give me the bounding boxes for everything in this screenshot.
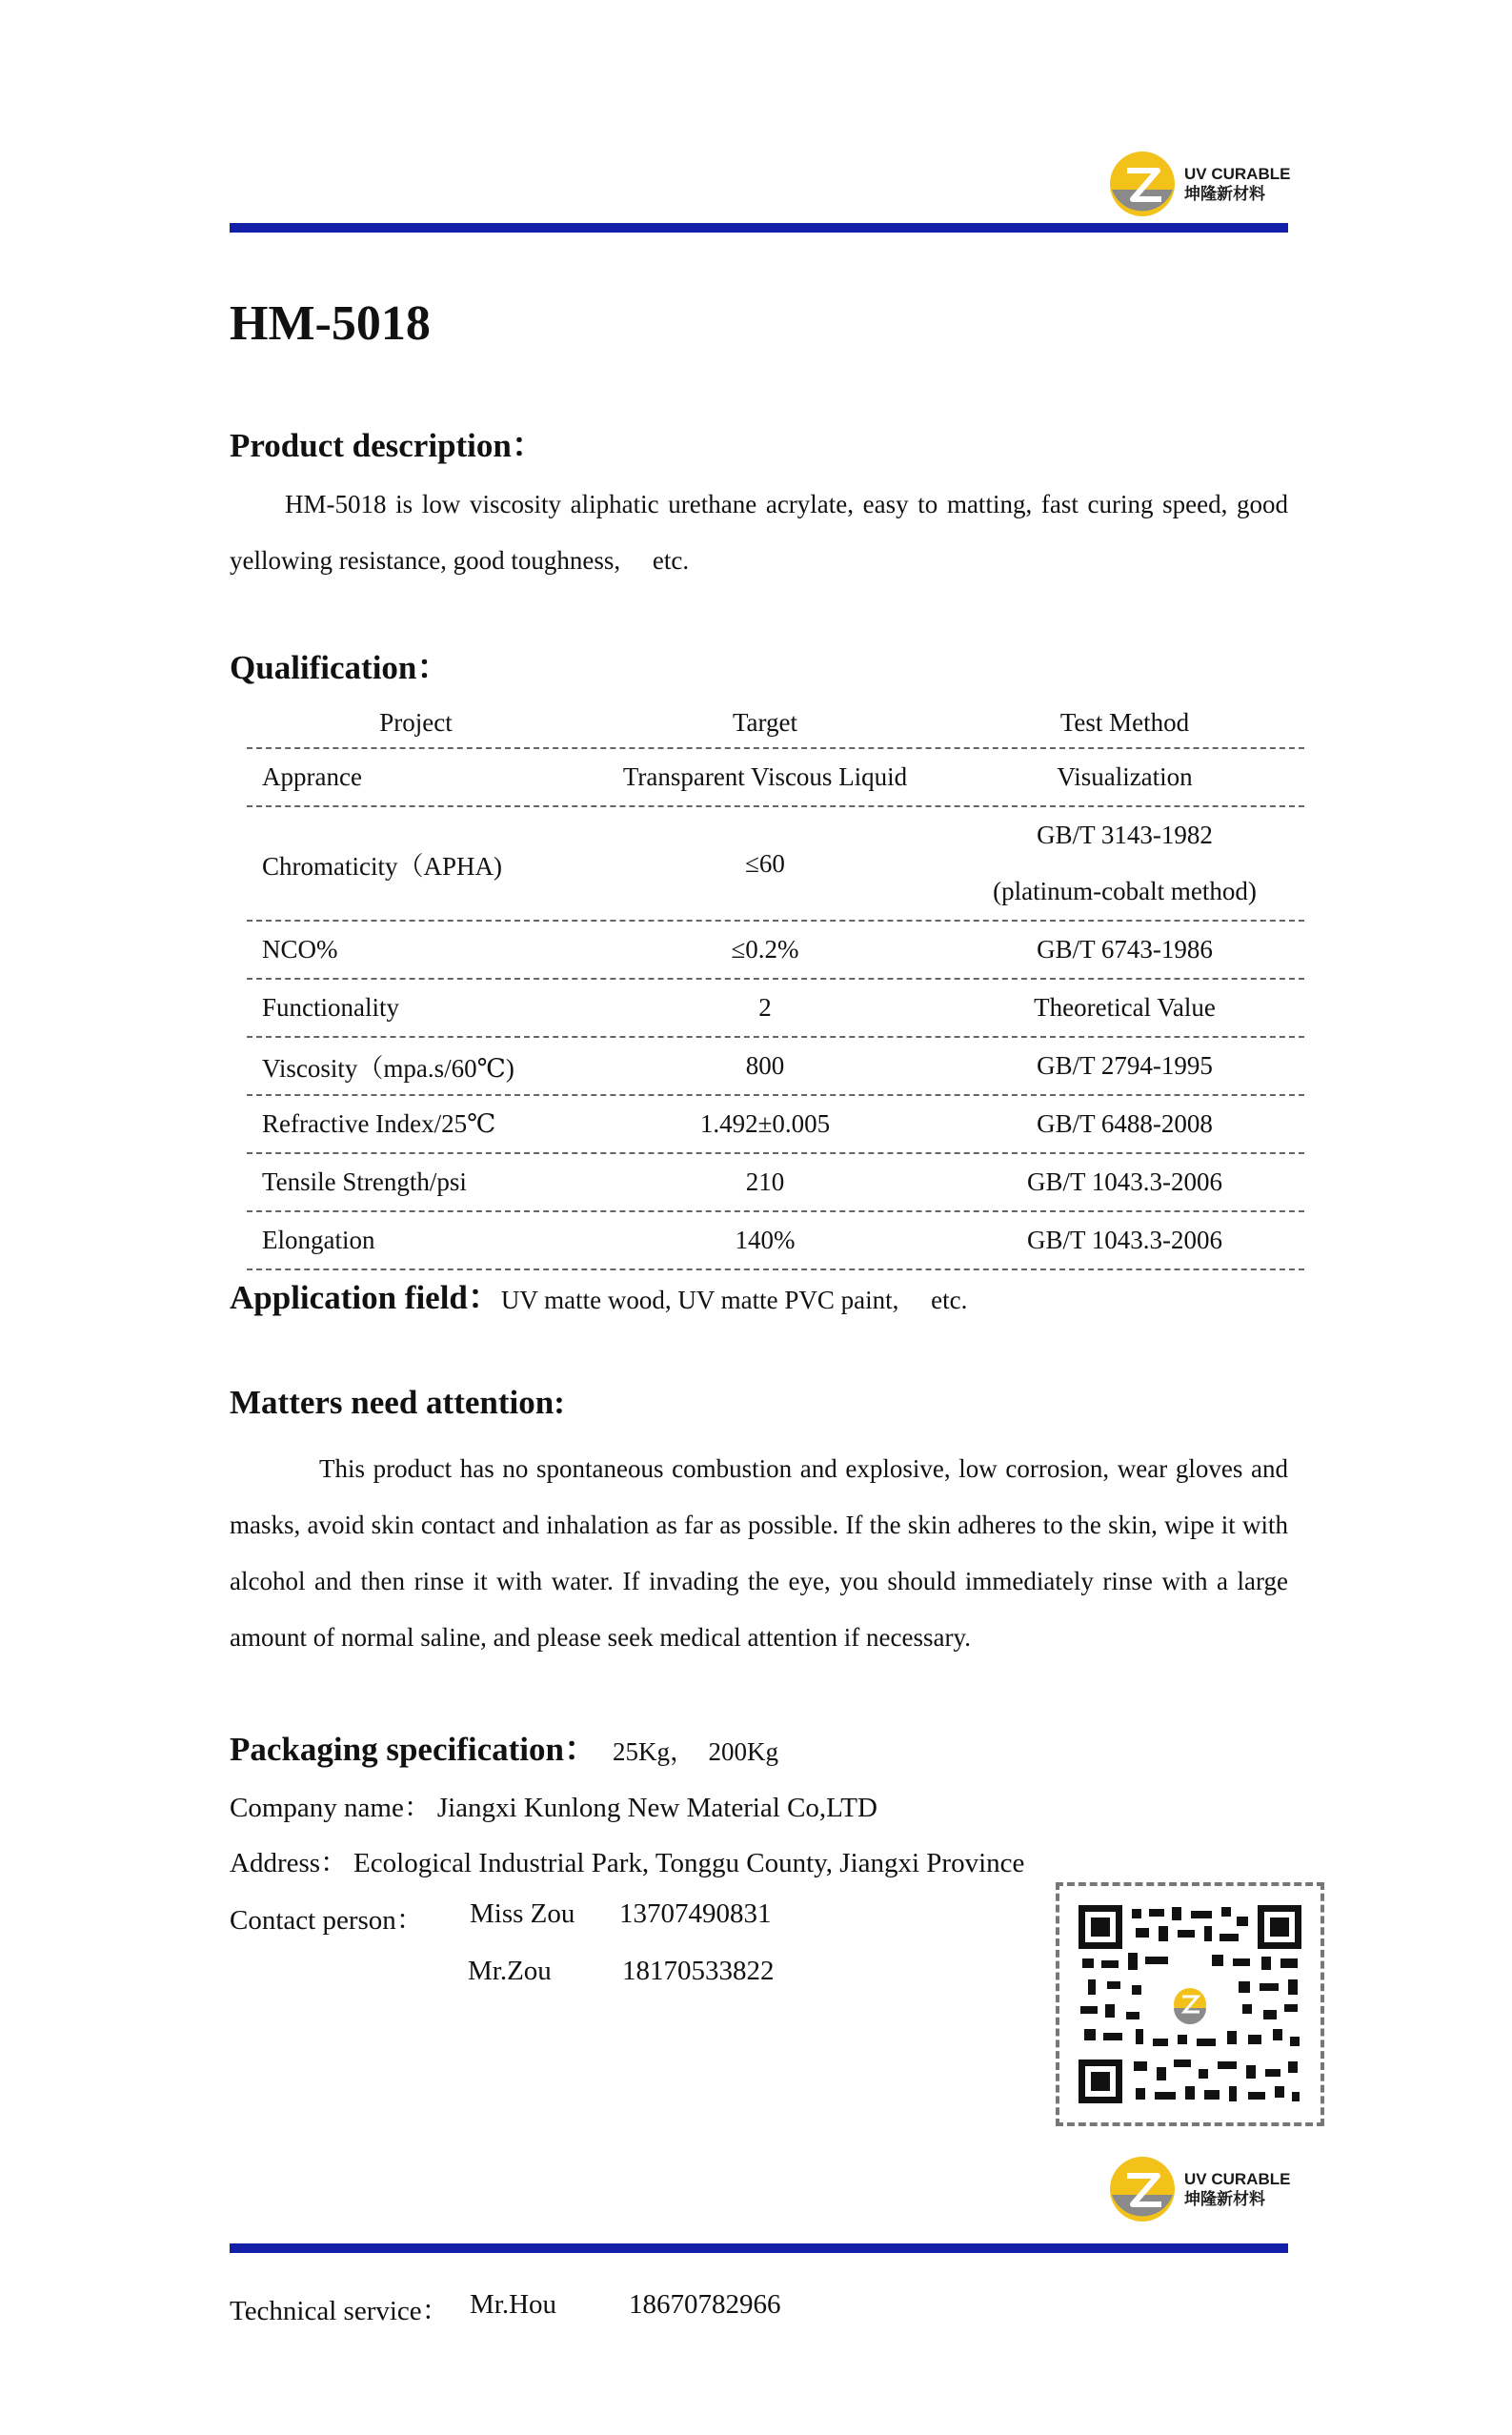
address-value: Ecological Industrial Park, Tonggu County, Jiangxi Province bbox=[353, 1848, 1025, 1878]
cell-project: Apprance bbox=[262, 762, 362, 791]
qr-code-box bbox=[1056, 1882, 1324, 2126]
brand-name-cn: 坤隆新材料 bbox=[1184, 2190, 1265, 2208]
cell-method-line2: (platinum-cobalt method) bbox=[993, 877, 1257, 905]
brand-logo-icon bbox=[1108, 2155, 1177, 2223]
footer-logo bbox=[1108, 2155, 1290, 2223]
description-text: HM-5018 is low viscosity aliphatic urethane acrylate, easy to matting, fast curing speed, good yellowing resistance, good toughness, etc. bbox=[230, 490, 1288, 575]
table-row bbox=[247, 1096, 1304, 1154]
column-header-method: Test Method bbox=[1059, 707, 1190, 737]
table-row bbox=[247, 922, 1304, 980]
cell-project: NCO% bbox=[262, 935, 338, 964]
cell-method-line1: GB/T 3143-1982 bbox=[1037, 821, 1213, 849]
table-row bbox=[247, 1154, 1304, 1212]
cell-project: Chromaticity（APHA) bbox=[262, 851, 502, 881]
packaging-value: 25Kg， 200Kg bbox=[612, 1737, 778, 1766]
brand-logo-icon bbox=[1108, 150, 1177, 218]
qualification-table bbox=[247, 698, 1304, 1270]
table-row bbox=[247, 749, 1304, 807]
qr-code-icon bbox=[1079, 1905, 1301, 2103]
cell-target: 1.492±0.005 bbox=[699, 1109, 831, 1138]
table-row bbox=[247, 980, 1304, 1038]
contact-phone-2: 18170533822 bbox=[622, 1956, 775, 1986]
company-value: Jiangxi Kunlong New Material Co,LTD bbox=[436, 1793, 877, 1823]
attention-heading: Matters need attention: bbox=[230, 1384, 565, 1421]
application-line bbox=[230, 1271, 967, 1319]
column-header-target: Target bbox=[732, 707, 798, 737]
technical-name: Mr.Hou bbox=[470, 2289, 557, 2320]
cell-method: GB/T 6743-1986 bbox=[1037, 935, 1213, 964]
table-row bbox=[247, 1212, 1304, 1270]
technical-phone: 18670782966 bbox=[629, 2289, 781, 2320]
table-header-row bbox=[247, 698, 1304, 749]
cell-project: Tensile Strength/psi bbox=[262, 1167, 467, 1196]
cell-project: Elongation bbox=[262, 1226, 375, 1254]
packaging-line bbox=[230, 1723, 778, 1771]
cell-target: 210 bbox=[745, 1167, 785, 1196]
column-header-project: Project bbox=[379, 707, 453, 737]
cell-target: Transparent Viscous Liquid bbox=[622, 762, 908, 791]
brand-name-en: UV CURABLE bbox=[1184, 2169, 1291, 2188]
table-row bbox=[247, 1038, 1304, 1096]
footer-rule bbox=[230, 2243, 1288, 2253]
application-heading: Application field： bbox=[230, 1279, 501, 1316]
company-line bbox=[230, 1786, 877, 1825]
cell-project: Viscosity（mpa.s/60℃) bbox=[262, 1054, 514, 1083]
cell-method: GB/T 6488-2008 bbox=[1037, 1109, 1213, 1138]
cell-method: GB/T 1043.3-2006 bbox=[1026, 1226, 1222, 1254]
address-label: Address： bbox=[230, 1848, 349, 1878]
technical-label: Technical service： bbox=[230, 2296, 450, 2326]
cell-method: GB/T 1043.3-2006 bbox=[1026, 1167, 1222, 1196]
attention-text: This product has no spontaneous combustion and explosive, low corrosion, wear gloves and masks, avoid skin contact and inhalation as far as possible. If the skin adheres to the skin, wipe it with alcohol and then rinse it with water. If invading the eye, you should immediately rinse with a large amount of normal saline, and please seek medical attention if necessary. bbox=[230, 1454, 1288, 1652]
cell-method: Theoretical Value bbox=[1034, 993, 1216, 1022]
cell-target: ≤60 bbox=[745, 848, 785, 878]
address-line bbox=[230, 1841, 1024, 1880]
cell-project: Refractive Index/25℃ bbox=[262, 1109, 496, 1138]
contact-name-2: Mr.Zou bbox=[468, 1956, 552, 1986]
packaging-heading: Packaging specification： bbox=[230, 1731, 597, 1768]
qualification-heading: Qualification： bbox=[230, 649, 451, 686]
contact-label: Contact person： bbox=[230, 1905, 424, 1936]
cell-method bbox=[945, 807, 1304, 920]
cell-target: 800 bbox=[745, 1051, 785, 1080]
table-row bbox=[247, 807, 1304, 922]
cell-method: Visualization bbox=[1057, 762, 1193, 791]
application-text: UV matte wood, UV matte PVC paint, etc. bbox=[500, 1286, 968, 1314]
cell-target: 2 bbox=[758, 993, 772, 1022]
header-rule bbox=[230, 223, 1288, 233]
cell-project: Functionality bbox=[262, 993, 399, 1022]
header-logo bbox=[1108, 150, 1290, 218]
description-heading: Product description： bbox=[230, 427, 545, 464]
brand-name-cn: 坤隆新材料 bbox=[1184, 185, 1265, 203]
contact-name-1: Miss Zou bbox=[470, 1898, 575, 1929]
brand-name-en: UV CURABLE bbox=[1184, 164, 1291, 183]
cell-target: 140% bbox=[735, 1226, 796, 1254]
cell-target: ≤0.2% bbox=[731, 935, 799, 964]
contact-phone-1: 13707490831 bbox=[619, 1898, 772, 1929]
company-label: Company name： bbox=[230, 1793, 432, 1823]
cell-method: GB/T 2794-1995 bbox=[1037, 1051, 1213, 1080]
page-title: HM-5018 bbox=[230, 296, 431, 351]
